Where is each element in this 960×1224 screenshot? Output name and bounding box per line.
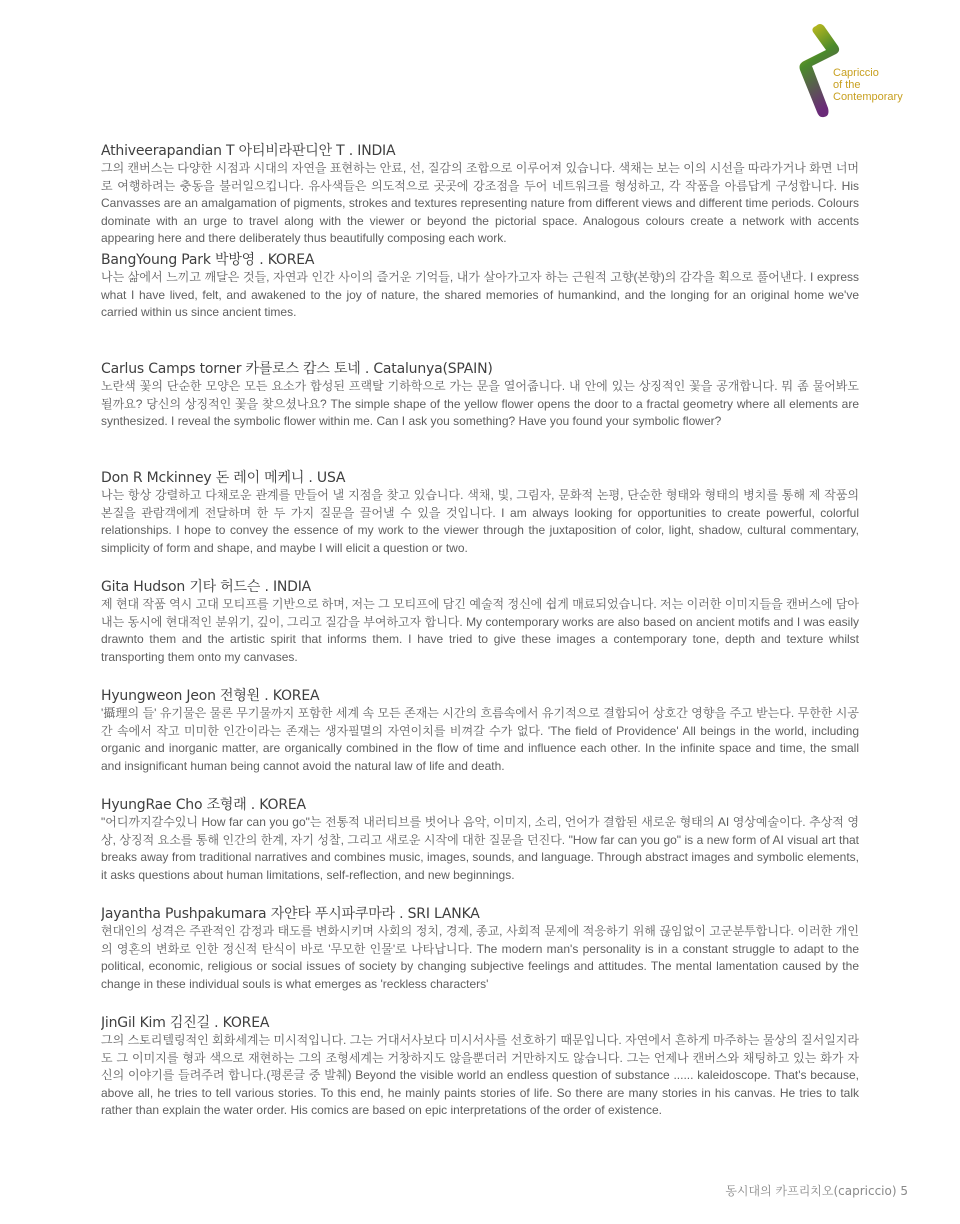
logo-line: Capriccio (833, 67, 879, 79)
artist-entry (101, 1014, 859, 1154)
artist-name: BangYoung Park 박방영 . KOREA (101, 252, 315, 268)
artist-statement: 그의 스토리텔링적인 회화세계는 미시적입니다. 그는 거대서사보다 미시서사를 선호하기 때문입니다. 자연에서 흔하게 마주하는 물상의 질서일지라도 그 이미지를 형과 색으로 재현하는 그의 조형세계는 거창하지도 않을뿐더러 거만하지도 않습니다. 그는 언제나 캔버스와 채팅하고 있는 화가 자신의 이야기를 들려주려 합니다.(평론글 중 발췌) Beyond the visible world an endless question of substance ...... kaleidoscope. That's because, above all, he tries to tell various stories. To this end, he mainly paints stories of life. So there are many stories in his canvas. He tries to talk rather than explain the water order. His comics are based on epic interpretations of the order of existence. (101, 1033, 859, 1117)
artist-statement: 노란색 꽃의 단순한 모양은 모든 요소가 합성된 프랙탈 기하학으로 가는 문을 열어줍니다. 내 안에 있는 상징적인 꽃을 공개합니다. 뭐 좀 물어봐도 될까요? 당신의 상징적인 꽃을 찾으셨나요? The simple shape of the yellow flower opens the door to a fractal geometry where all elements are synthesized. I reveal the symbolic flower within me. Can I ask you something? Have you found your symbolic flower? (101, 379, 859, 428)
artist-name: Gita Hudson 기타 허드슨 . INDIA (101, 579, 312, 595)
artist-statement: '攝理의 들' 유기물은 물론 무기물까지 포함한 세계 속 모든 존재는 시간의 흐름속에서 유기적으로 결합되어 상호간 영향을 주고 받는다. 무한한 시공간 속에서 작고 미미한 인간이라는 존재는 생자필멸의 자연이치를 비껴갈 수가 없다. 'The field of Providence' All beings in the world, including organic and inorganic matter, are organically combined in the flow of time and influence each other. In the infinite space and time, the small and insignificant human being cannot avoid the natural law of life and death. (101, 706, 859, 773)
artist-statement: 제 현대 작품 역시 고대 모티프를 기반으로 하며, 저는 그 모티프에 담긴 예술적 정신에 쉽게 매료되었습니다. 저는 이러한 이미지들을 캔버스에 담아내는 동시에 현대적인 분위기, 깊이, 그리고 질감을 부여하고자 합니다. My contemporary works are also based on ancient motifs and I was easily drawnto them and the artistic spirit that informs them. I have tried to give these images a contemporary tone, depth and texture whilst transporting them onto my canvases. (101, 597, 859, 664)
artist-statement: 나는 항상 강렬하고 다채로운 관계를 만들어 낼 지점을 찾고 있습니다. 색채, 빛, 그림자, 문화적 논평, 단순한 형태와 형태의 병치를 통해 제 작품의 본질을 관람객에게 전달하며 한 두 가지 질문을 끌어낼 수 있을 것입니다. I am always looking for opportunities to create powerful, colorful relationships. I hope to convey the essence of my work to the viewer through the juxtaposition of color, light, shadow, cultural commentary, simplicity of form and shape, and maybe I will elicit a question or two. (101, 488, 859, 555)
artist-entry (101, 905, 859, 1014)
logo-line: of the (833, 79, 861, 91)
logo-wordmark (833, 67, 903, 103)
artist-name: Hyungweon Jeon 전형원 . KOREA (101, 688, 320, 704)
artist-list (101, 142, 859, 1154)
artist-name: Don R Mckinney 돈 레이 메케니 . USA (101, 470, 346, 486)
artist-entry (101, 251, 859, 360)
artist-entry (101, 578, 859, 687)
artist-entry (101, 796, 859, 905)
artist-entry (101, 142, 859, 251)
artist-statement: "어디까지갈수있니 How far can you go"는 전통적 내러티브를 벗어나 음악, 이미지, 소리, 언어가 결합된 새로운 형태의 AI 영상예술이다. 추상적 영상, 상징적 요소를 통해 인간의 한계, 자기 성찰, 그리고 새로운 시작에 대한 질문을 던진다. "How far can you go" is a new form of AI visual art that breaks away from traditional narratives and combines music, images, sounds, and language. Through abstract images and symbolic elements, it asks questions about human limitations, self-reflection, and new beginnings. (101, 815, 859, 882)
artist-statement: 나는 삶에서 느끼고 깨달은 것들, 자연과 인간 사이의 즐거운 기억들, 내가 살아가고자 하는 근원적 고향(본향)의 감각을 획으로 풀어낸다. I express what I have lived, felt, and awakened to the joy of nature, the shared memories of humankind, and the longing for an original home we've carried within us since ancient times. (101, 270, 859, 319)
page-footer: 동시대의 카프리치오(capriccio) 5 (725, 1184, 908, 1198)
artist-name: HyungRae Cho 조형래 . KOREA (101, 797, 306, 813)
artist-statement: 그의 캔버스는 다양한 시점과 시대의 자연을 표현하는 안료, 선, 질감의 조합으로 이루어져 있습니다. 색채는 보는 이의 시선을 따라가거나 화면 너머로 여행하려는 충동을 불러일으킵니다. 유사색들은 의도적으로 곳곳에 강조점을 두어 네트워크를 형성하고, 각 작품을 아름답게 구성합니다. His Canvasses are an amalgamation of pigments, strokes and textures representing nature from different views and different time periods. Colours dominate with an urge to travel along with the viewer or beyond the pictorial space. Analogous colours create a network with accents appearing here and there deliberately thus beautifully composing each work. (101, 161, 859, 245)
artist-name: JinGil Kim 김진길 . KOREA (101, 1015, 270, 1031)
artist-name: Jayantha Pushpakumara 자얀타 푸시파쿠마라 . SRI LANKA (101, 906, 480, 922)
artist-entry (101, 360, 859, 469)
artist-entry (101, 469, 859, 578)
logo-line: Contemporary (833, 91, 903, 103)
artist-statement: 현대인의 성격은 주관적인 감정과 태도를 변화시키며 사회의 정치, 경제, 종교, 사회적 문제에 적응하기 위해 끊임없이 고군분투합니다. 이러한 개인의 영혼의 변화로 인한 정신적 탄식이 바로 '무모한 인물'로 나타납니다. The modern man's personality is in a constant struggle to adapt to the political, economic, religious or social issues of society by changing subjective feelings and attitudes. The mental lamentation caused by the change in these individual souls is what emerges as 'reckless characters' (101, 924, 859, 991)
artist-name: Carlus Camps torner 카를로스 캄스 토네 . Catalunya(SPAIN) (101, 361, 493, 377)
artist-name: Athiveerapandian T 아티비라판디안 T . INDIA (101, 143, 396, 159)
artist-entry (101, 687, 859, 796)
